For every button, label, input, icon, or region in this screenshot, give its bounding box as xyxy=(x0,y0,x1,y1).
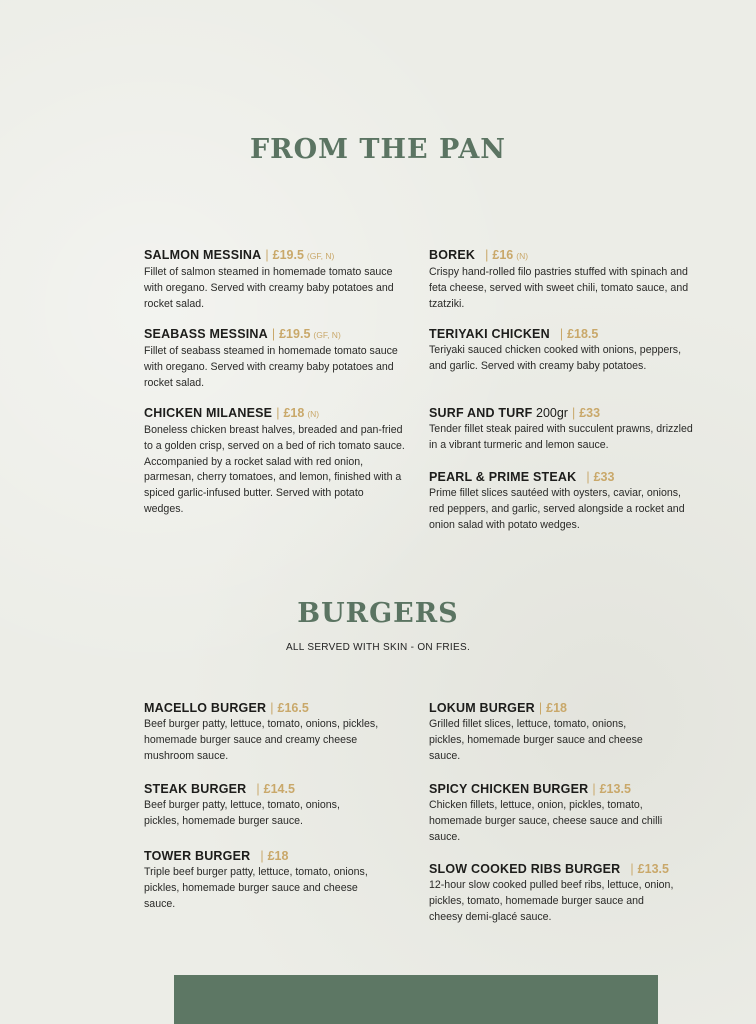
section-subtitle-burgers: ALL SERVED WITH SKIN - ON FRIES. xyxy=(285,642,471,653)
menu-item-borek xyxy=(429,247,694,312)
item-dietary-tag: (GF, N) xyxy=(313,330,341,340)
item-name: SLOW COOKED RIBS BURGER xyxy=(429,862,621,876)
item-dietary-tag: (N) xyxy=(516,251,529,261)
item-description: Triple beef burger patty, lettuce, tomato, onions, pickles, homemade burger sauce and cheese sauce. xyxy=(144,866,368,910)
item-description: Teriyaki sauced chicken cooked with onions, peppers, and garlic. Served with creamy baby potatoes. xyxy=(429,344,682,372)
separator: | xyxy=(270,701,274,715)
item-price: £16.5 xyxy=(277,701,309,715)
item-description: Boneless chicken breast halves, breaded and pan-fried to a golden crisp, served on a bed of rich tomato sauce. Accompanied by a rocket salad with red onion, parmesan, cherry tomatoes, and lemon, finished with a spiced garlic-infused butter. Served with potato wedges. xyxy=(144,424,405,515)
item-description: Chicken fillets, lettuce, onion, pickles, tomato, homemade burger sauce, cheese sauce and chilli sauce. xyxy=(429,799,663,843)
item-name: TERIYAKI CHICKEN xyxy=(429,327,550,341)
separator: | xyxy=(485,248,489,262)
separator: | xyxy=(260,849,264,863)
item-price: £18 xyxy=(546,701,567,715)
item-dietary-tag: (GF, N) xyxy=(306,251,335,261)
item-name: SEABASS MESSINA xyxy=(144,327,268,341)
item-weight: 200gr xyxy=(536,406,568,420)
item-name: SPICY CHICKEN BURGER xyxy=(429,782,589,796)
item-description: Tender fillet steak paired with succulent prawns, drizzled in a vibrant turmeric and lemon sauce. xyxy=(429,423,693,451)
item-name: SURF AND TURF xyxy=(429,406,533,420)
item-description: Beef burger patty, lettuce, tomato, onions, pickles, homemade burger sauce and creamy cheese mushroom sauce. xyxy=(144,718,379,762)
separator: | xyxy=(276,406,280,420)
item-price: £18 xyxy=(283,406,305,420)
item-description: Crispy hand-rolled filo pastries stuffed with spinach and feta cheese, served with sweet chili, tomato sauce, and tzatziki. xyxy=(429,266,689,310)
item-price: £19.5 xyxy=(279,327,311,341)
item-description: 12-hour slow cooked pulled beef ribs, lettuce, onion, pickles, tomato, homemade burger sauce and cheesy demi-glacé sauce. xyxy=(429,879,674,923)
item-name: PEARL & PRIME STEAK xyxy=(429,470,577,484)
item-price: £14.5 xyxy=(263,782,295,796)
menu-item-tower-burger xyxy=(144,848,406,912)
item-name: MACELLO BURGER xyxy=(144,701,267,715)
separator: | xyxy=(592,782,596,796)
item-description: Prime fillet slices sautéed with oysters, caviar, onions, red peppers, and garlic, served alongside a rocket and onion salad with potato wedges. xyxy=(429,487,685,531)
menu-item-teriyaki-chicken xyxy=(429,326,694,375)
section-title-from-the-pan: FROM THE PAN xyxy=(250,134,506,165)
item-price: £19.5 xyxy=(272,248,304,262)
menu-item-steak-burger xyxy=(144,781,406,830)
separator: | xyxy=(630,862,634,876)
item-name: BOREK xyxy=(429,248,476,262)
item-name: SALMON MESSINA xyxy=(144,248,262,262)
item-description: Fillet of seabass steamed in homemade tomato sauce with oregano. Served with creamy baby potatoes and rocket salad. xyxy=(144,345,398,389)
separator: | xyxy=(571,406,576,420)
item-price: £33 xyxy=(593,470,615,484)
separator: | xyxy=(256,782,260,796)
menu-item-salmon-messina xyxy=(144,247,406,312)
menu-item-lokum-burger xyxy=(429,700,694,764)
section-title-burgers: BURGERS xyxy=(297,598,459,629)
separator: | xyxy=(271,327,276,341)
item-name: TOWER BURGER xyxy=(144,849,251,863)
item-price: £13.5 xyxy=(637,862,669,876)
menu-item-seabass-messina xyxy=(144,326,406,391)
item-price: £16 xyxy=(492,248,514,262)
footer-color-band xyxy=(174,975,658,1024)
separator: | xyxy=(538,701,543,715)
item-name: CHICKEN MILANESE xyxy=(144,406,273,420)
item-name: LOKUM BURGER xyxy=(429,701,535,715)
item-price: £33 xyxy=(579,406,601,420)
item-price: £13.5 xyxy=(599,782,631,796)
item-price: £18.5 xyxy=(567,327,599,341)
separator: | xyxy=(559,327,564,341)
menu-item-surf-and-turf xyxy=(429,405,694,454)
item-dietary-tag: (N) xyxy=(307,409,320,419)
menu-item-slow-cooked-ribs-burger xyxy=(429,861,694,925)
item-price: £18 xyxy=(267,849,289,863)
item-description: Grilled fillet slices, lettuce, tomato, onions, pickles, homemade burger sauce and cheese sauce. xyxy=(429,718,643,762)
menu-item-macello-burger xyxy=(144,700,406,764)
menu-item-chicken-milanese xyxy=(144,405,406,518)
separator: | xyxy=(265,248,269,262)
menu-item-pearl-prime-steak xyxy=(429,469,694,533)
menu-item-spicy-chicken-burger xyxy=(429,781,694,845)
separator: | xyxy=(586,470,590,484)
item-name: STEAK BURGER xyxy=(144,782,247,796)
item-description: Fillet of salmon steamed in homemade tomato sauce with oregano. Served with creamy baby potatoes and rocket salad. xyxy=(144,266,394,310)
item-description: Beef burger patty, lettuce, tomato, onions, pickles, homemade burger sauce. xyxy=(144,799,340,827)
